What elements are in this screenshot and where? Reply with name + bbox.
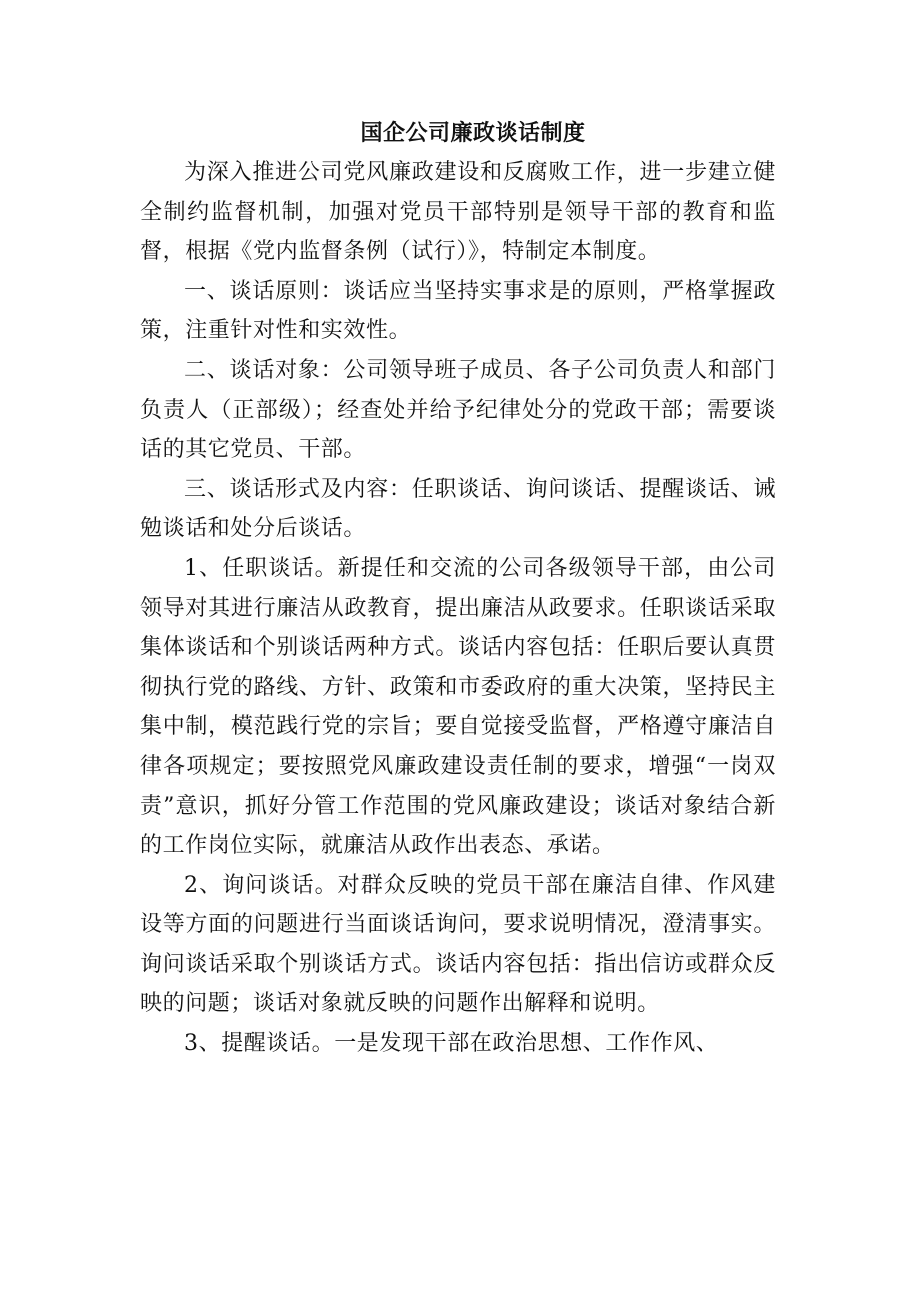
document-title: 国企公司廉政谈话制度 xyxy=(360,120,586,146)
appointment-talk-paragraph: 1、任职谈话。新提任和交流的公司各级领导干部，由公司领导对其进行廉洁从政教育，提出廉洁从政要求。任职谈话采取集体谈话和个别谈话两种方式。谈话内容包括：任职后要认真贯彻执行党的路线、方针、政策和市委政府的重大决策，坚持民主集中制，模范践行党的宗旨；要自觉接受监督，严格遵守廉洁自律各项规定；要按照党风廉政建设责任制的要求，增强“一岗双责”意识，抓好分管工作范围的党风廉政建设；谈话对象结合新的工作岗位实际，就廉洁从政作出表态、承诺。 xyxy=(140,555,776,859)
document-body xyxy=(140,113,776,1064)
reminder-talk-paragraph: 3、提醒谈话。一是发现干部在政治思想、工作作风、 xyxy=(184,1031,719,1057)
inquiry-talk-paragraph: 2、询问谈话。对群众反映的党员干部在廉洁自律、作风建设等方面的问题进行当面谈话询问，要求说明情况，澄清事实。询问谈话采取个别谈话方式。谈话内容包括：指出信访或群众反映的问题；谈话对象就反映的问题作出解释和说明。 xyxy=(140,872,776,1017)
targets-paragraph: 二、谈话对象：公司领导班子成员、各子公司负责人和部门负责人（正部级）；经查处并给予纪律处分的党政干部；需要谈话的其它党员、干部。 xyxy=(140,357,776,463)
intro-paragraph: 为深入推进公司党风廉政建设和反腐败工作，进一步建立健全制约监督机制，加强对党员干部特别是领导干部的教育和监督，根据《党内监督条例（试行）》，特制定本制度。 xyxy=(140,160,776,265)
principle-paragraph: 一、谈话原则：谈话应当坚持实事求是的原则，严格掌握政策，注重针对性和实效性。 xyxy=(140,278,776,344)
forms-paragraph: 三、谈话形式及内容：任职谈话、询问谈话、提醒谈话、诫勉谈话和处分后谈话。 xyxy=(140,476,776,542)
